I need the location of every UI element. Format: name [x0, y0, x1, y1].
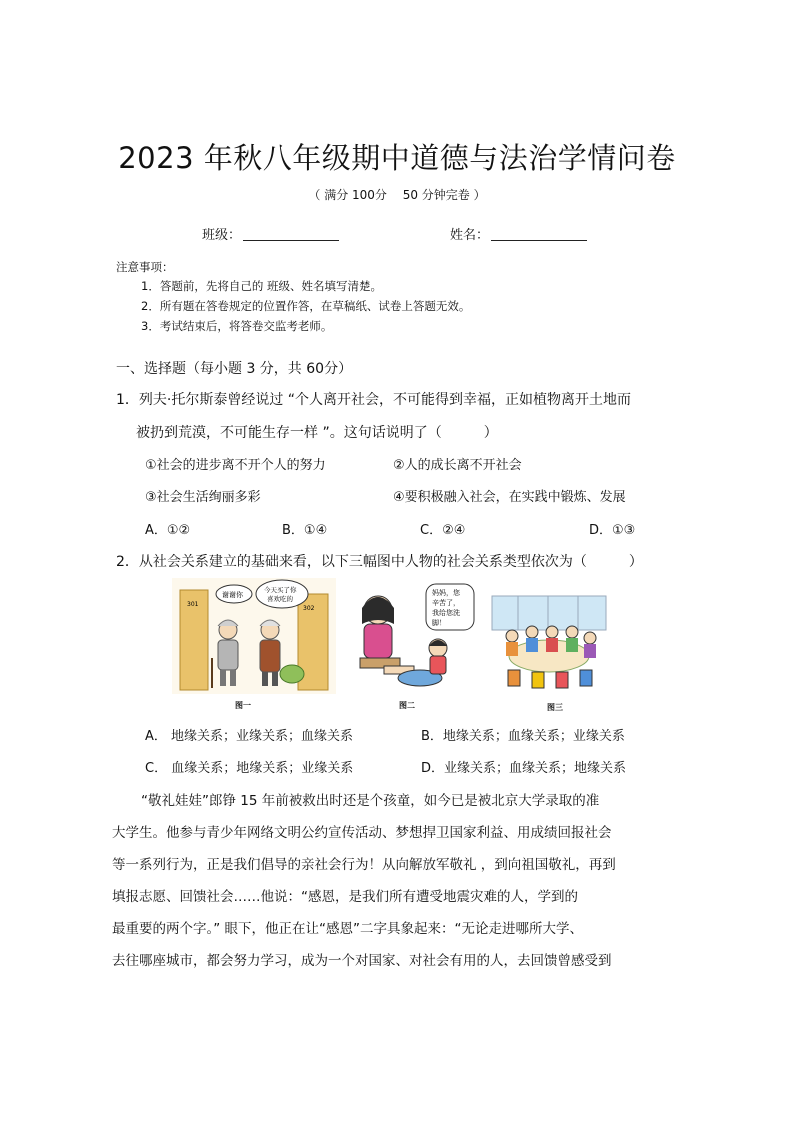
door-number-left: 301	[187, 601, 199, 608]
figure-3-caption: 图三	[547, 703, 563, 712]
q1-option-c[interactable]: C．②④	[420, 523, 466, 538]
name-blank[interactable]	[491, 228, 587, 241]
q1-statement-3: ③社会生活绚丽多彩	[145, 490, 261, 505]
bubble-line4: 脚！	[432, 619, 446, 627]
bubble-line3: 我给您洗	[432, 609, 460, 617]
figure-1-neighbors	[172, 578, 336, 694]
bubble-gift-line2: 喜欢吃的	[267, 595, 293, 603]
class-blank[interactable]	[243, 228, 339, 241]
passage-line: 大学生。他参与青少年网络文明公约宣传活动、梦想捍卫国家利益、用成绩回报社会	[112, 825, 612, 841]
class-field[interactable]	[202, 224, 339, 243]
figure-3-coworkers	[488, 592, 610, 692]
figure-1-caption: 图一	[235, 701, 251, 710]
q1-option-b[interactable]: B．①④	[282, 523, 328, 538]
q1-stem-line1: 1．列夫·托尔斯泰曾经说过 “个人离开社会，不可能得到幸福，正如植物离开土地而	[116, 392, 632, 408]
name-label: 姓名：	[450, 228, 490, 243]
q1-stem-line2: 被扔到荒漠，不可能生存一样 ”。这句话说明了（ ）	[136, 425, 498, 441]
passage-line: 等一系列行为，正是我们倡导的亲社会行为！从向解放军敬礼 ，到向祖国敬礼，再到	[112, 857, 616, 873]
note-item: 1．答题前，先将自己的 班级、姓名填写清楚。	[141, 279, 382, 293]
class-label: 班级：	[202, 228, 242, 243]
name-field[interactable]	[450, 224, 587, 243]
q1-option-a[interactable]: A．①②	[145, 523, 191, 538]
q2-option-c[interactable]: C． 血缘关系；地缘关系；业缘关系	[145, 761, 354, 776]
bubble-gift-line1: 今天买了你	[264, 586, 297, 594]
figure-2-caption: 图二	[399, 701, 415, 710]
q2-option-a[interactable]: A． 地缘关系；业缘关系；血缘关系	[145, 729, 354, 744]
page-title: 2023 年秋八年级期中道德与法治学情问卷	[118, 141, 676, 175]
note-item: 3．考试结束后，将答卷交监考老师。	[141, 319, 333, 333]
q1-statement-4: ④要积极融入社会，在实践中锻炼、发展	[393, 490, 626, 505]
q1-statement-2: ②人的成长离不开社会	[393, 458, 522, 473]
q2-option-b[interactable]: B．地缘关系；血缘关系；业缘关系	[421, 729, 625, 744]
section-heading: 一、选择题（每小题 3 分，共 60分）	[116, 361, 353, 377]
q2-option-d[interactable]: D．业缘关系；血缘关系；地缘关系	[421, 761, 627, 776]
figure-2-family	[342, 580, 480, 690]
notes-heading: 注意事项：	[116, 260, 174, 274]
passage-line: 最重要的两个字。” 眼下，他正在让“感恩”二字具象起来：“无论走进哪所大学、	[112, 921, 584, 937]
q2-stem: 2．从社会关系建立的基础来看，以下三幅图中人物的社会关系类型依次为（ ）	[116, 554, 643, 570]
passage-line: 去往哪座城市，都会努力学习，成为一个对国家、对社会有用的人，去回馈曾感受到	[112, 953, 612, 969]
door-number-right: 302	[303, 605, 315, 612]
note-item: 2．所有题在答卷规定的位置作答，在草稿纸、试卷上答题无效。	[141, 299, 471, 313]
passage-line: “敬礼娃娃”郎铮 15 年前被救出时还是个孩童，如今已是被北京大学录取的准	[141, 793, 600, 809]
q1-option-d[interactable]: D．①③	[589, 523, 636, 538]
passage-line: 填报志愿、回馈社会……他说：“感恩，是我们所有遭受地震灾难的人，学到的	[112, 889, 578, 905]
exam-info: （ 满分 100分 50 分钟完卷 ）	[308, 188, 486, 202]
q1-statement-1: ①社会的进步离不开个人的努力	[145, 458, 326, 473]
bubble-line2: 辛苦了，	[432, 599, 460, 607]
bubble-thanks: 谢谢你	[222, 591, 243, 599]
bubble-line1: 妈妈，您	[432, 589, 460, 597]
